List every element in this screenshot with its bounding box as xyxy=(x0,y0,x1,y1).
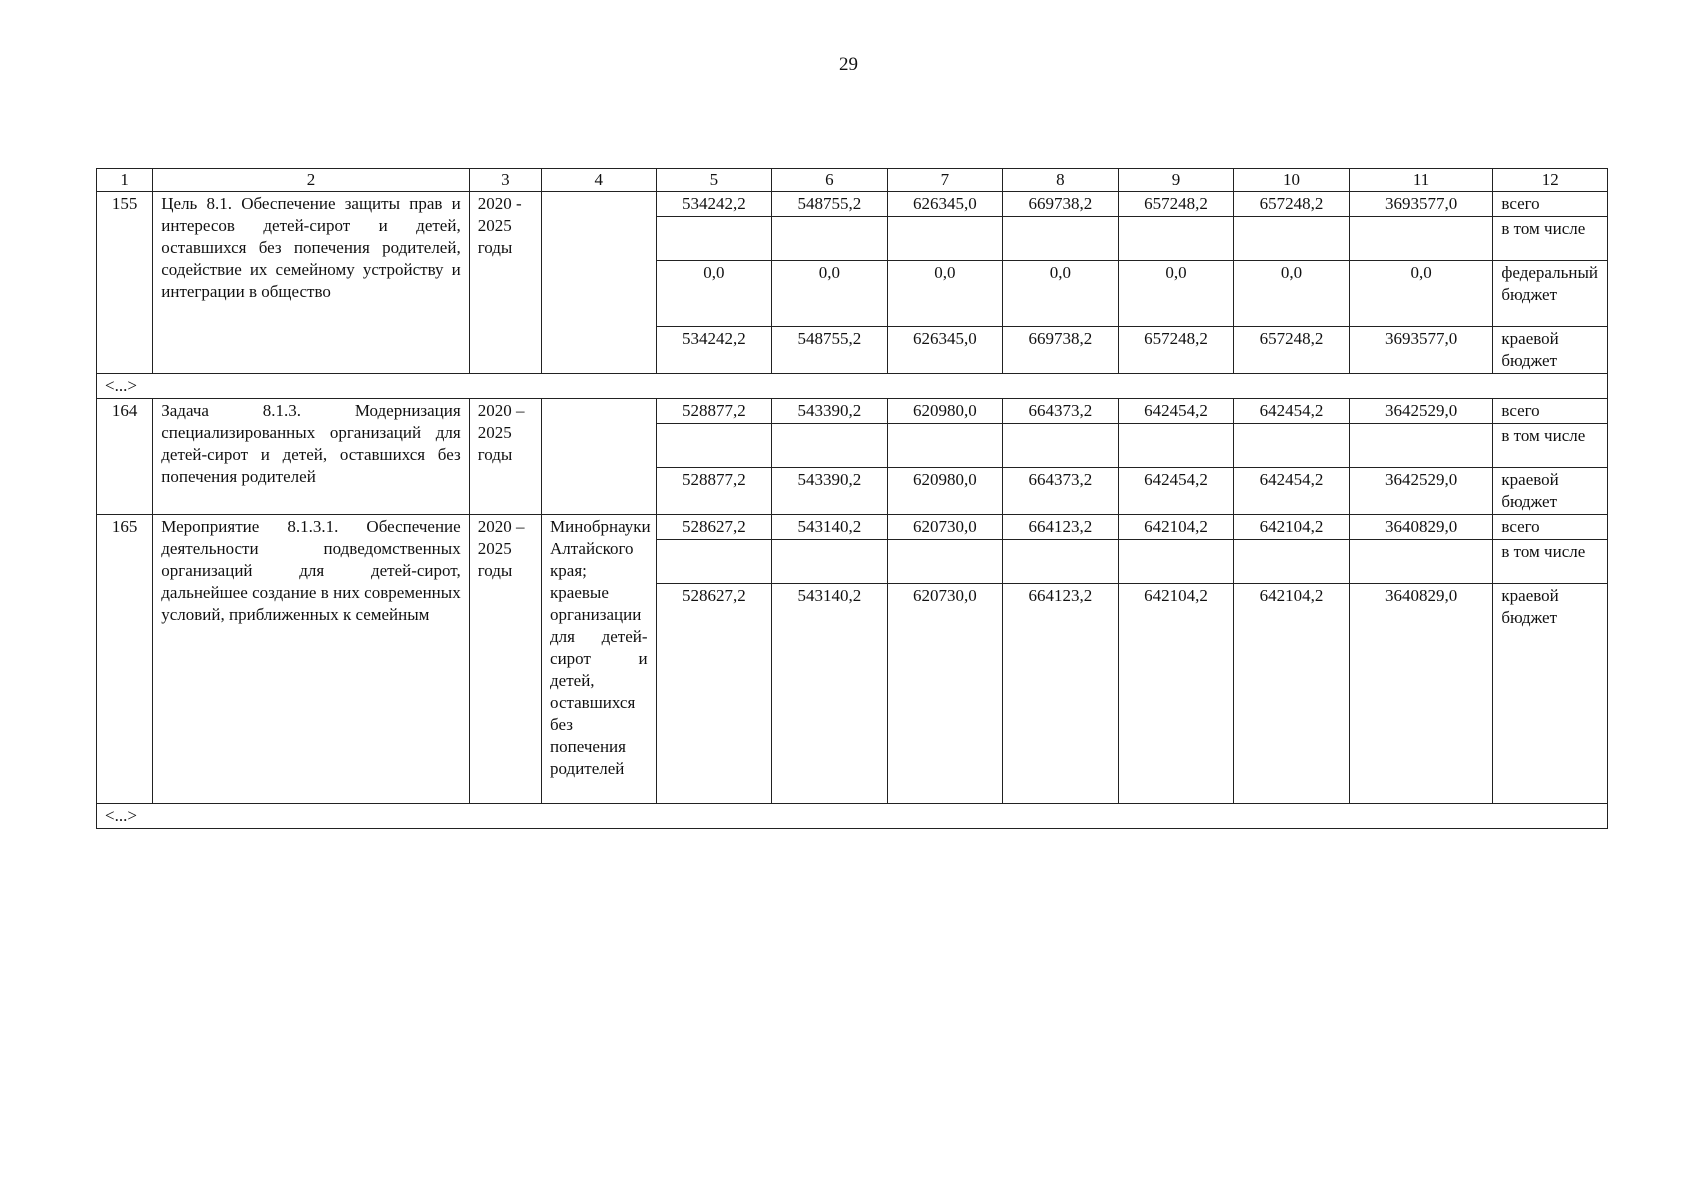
amount-cell: 657248,2 xyxy=(1234,327,1350,374)
amount-cell xyxy=(887,424,1003,468)
amount-cell xyxy=(1118,424,1234,468)
header-row xyxy=(97,169,1608,192)
amount-cell: 3642529,0 xyxy=(1349,399,1493,424)
amount-cell xyxy=(1234,217,1350,261)
amount-cell: 642454,2 xyxy=(1234,399,1350,424)
table-row xyxy=(97,515,1608,540)
column-header: 7 xyxy=(887,169,1003,192)
row-description: Задача 8.1.3. Модернизация специализированных организаций для детей-сирот и детей, оставшихся без попечения родителей xyxy=(153,399,469,515)
funding-source: федеральный бюджет xyxy=(1493,261,1608,327)
amount-cell xyxy=(1349,424,1493,468)
amount-cell: 543140,2 xyxy=(772,515,888,540)
amount-cell: 664123,2 xyxy=(1003,515,1119,540)
funding-source: в том числе xyxy=(1493,424,1608,468)
amount-cell xyxy=(772,540,888,584)
amount-cell xyxy=(772,424,888,468)
column-header: 2 xyxy=(153,169,469,192)
amount-cell: 528877,2 xyxy=(656,468,772,515)
funding-source: краевой бюджет xyxy=(1493,327,1608,374)
amount-cell: 669738,2 xyxy=(1003,327,1119,374)
amount-cell: 620980,0 xyxy=(887,399,1003,424)
column-header: 10 xyxy=(1234,169,1350,192)
amount-cell: 642454,2 xyxy=(1234,468,1350,515)
amount-cell: 664373,2 xyxy=(1003,468,1119,515)
amount-cell: 3693577,0 xyxy=(1349,327,1493,374)
amount-cell: 642104,2 xyxy=(1234,515,1350,540)
amount-cell: 528627,2 xyxy=(656,515,772,540)
amount-cell xyxy=(1234,424,1350,468)
amount-cell xyxy=(887,217,1003,261)
amount-cell: 657248,2 xyxy=(1118,327,1234,374)
row-executor xyxy=(542,399,657,515)
funding-source: всего xyxy=(1493,399,1608,424)
amount-cell: 543390,2 xyxy=(772,468,888,515)
amount-cell xyxy=(1118,540,1234,584)
funding-source: краевой бюджет xyxy=(1493,584,1608,804)
amount-cell: 620980,0 xyxy=(887,468,1003,515)
amount-cell: 642454,2 xyxy=(1118,468,1234,515)
amount-cell: 548755,2 xyxy=(772,327,888,374)
row-number: 165 xyxy=(97,515,153,804)
amount-cell: 528877,2 xyxy=(656,399,772,424)
amount-cell: 3640829,0 xyxy=(1349,584,1493,804)
amount-cell: 642104,2 xyxy=(1118,584,1234,804)
funding-source: всего xyxy=(1493,192,1608,217)
table-row xyxy=(97,192,1608,217)
row-number: 155 xyxy=(97,192,153,374)
column-header: 5 xyxy=(656,169,772,192)
row-description: Цель 8.1. Обеспечение защиты прав и интересов детей-сирот и детей, оставшихся без попечения родителей, содействие их семейному устройству и интеграции в общество xyxy=(153,192,469,374)
amount-cell: 548755,2 xyxy=(772,192,888,217)
amount-cell xyxy=(1234,540,1350,584)
amount-cell: 657248,2 xyxy=(1118,192,1234,217)
column-header: 11 xyxy=(1349,169,1493,192)
amount-cell: 0,0 xyxy=(1003,261,1119,327)
amount-cell: 3640829,0 xyxy=(1349,515,1493,540)
amount-cell xyxy=(656,424,772,468)
amount-cell: 0,0 xyxy=(887,261,1003,327)
amount-cell: 669738,2 xyxy=(1003,192,1119,217)
amount-cell xyxy=(1118,217,1234,261)
ellipsis-marker: <...> xyxy=(97,374,1608,399)
amount-cell: 543140,2 xyxy=(772,584,888,804)
table-row xyxy=(97,399,1608,424)
amount-cell: 626345,0 xyxy=(887,192,1003,217)
amount-cell: 657248,2 xyxy=(1234,192,1350,217)
amount-cell: 3642529,0 xyxy=(1349,468,1493,515)
amount-cell xyxy=(656,217,772,261)
row-number: 164 xyxy=(97,399,153,515)
column-header: 9 xyxy=(1118,169,1234,192)
column-header: 6 xyxy=(772,169,888,192)
budget-table xyxy=(96,168,1608,829)
amount-cell: 0,0 xyxy=(1349,261,1493,327)
amount-cell: 0,0 xyxy=(1118,261,1234,327)
amount-cell: 3693577,0 xyxy=(1349,192,1493,217)
amount-cell: 620730,0 xyxy=(887,584,1003,804)
amount-cell xyxy=(1003,540,1119,584)
row-period: 2020 – 2025 годы xyxy=(469,399,541,515)
amount-cell: 0,0 xyxy=(1234,261,1350,327)
ellipsis-row xyxy=(97,804,1608,829)
funding-source: всего xyxy=(1493,515,1608,540)
amount-cell xyxy=(772,217,888,261)
amount-cell: 664123,2 xyxy=(1003,584,1119,804)
amount-cell xyxy=(887,540,1003,584)
row-description: Мероприятие 8.1.3.1. Обеспечение деятельности подведомственных организаций для детей-сирот, дальнейшее создание в них современных условий, приближенных к семейным xyxy=(153,515,469,804)
amount-cell: 664373,2 xyxy=(1003,399,1119,424)
amount-cell: 620730,0 xyxy=(887,515,1003,540)
column-header: 4 xyxy=(542,169,657,192)
amount-cell: 534242,2 xyxy=(656,327,772,374)
funding-source: в том числе xyxy=(1493,217,1608,261)
column-header: 8 xyxy=(1003,169,1119,192)
amount-cell xyxy=(1003,424,1119,468)
row-executor xyxy=(542,192,657,374)
amount-cell: 534242,2 xyxy=(656,192,772,217)
amount-cell: 626345,0 xyxy=(887,327,1003,374)
amount-cell: 543390,2 xyxy=(772,399,888,424)
amount-cell: 642104,2 xyxy=(1234,584,1350,804)
row-period: 2020 - 2025 годы xyxy=(469,192,541,374)
amount-cell: 642104,2 xyxy=(1118,515,1234,540)
amount-cell: 528627,2 xyxy=(656,584,772,804)
page-number: 29 xyxy=(839,54,858,75)
row-executor: Минобрнауки Алтайского края; краевые организации для детей-сирот и детей, оставшихся без попечения родителей xyxy=(542,515,657,804)
funding-source: краевой бюджет xyxy=(1493,468,1608,515)
funding-source: в том числе xyxy=(1493,540,1608,584)
amount-cell xyxy=(1003,217,1119,261)
column-header: 3 xyxy=(469,169,541,192)
amount-cell xyxy=(1349,217,1493,261)
ellipsis-marker: <...> xyxy=(97,804,1608,829)
ellipsis-row xyxy=(97,374,1608,399)
amount-cell: 0,0 xyxy=(772,261,888,327)
amount-cell xyxy=(656,540,772,584)
amount-cell: 0,0 xyxy=(656,261,772,327)
column-header: 12 xyxy=(1493,169,1608,192)
column-header: 1 xyxy=(97,169,153,192)
amount-cell xyxy=(1349,540,1493,584)
row-period: 2020 – 2025 годы xyxy=(469,515,541,804)
amount-cell: 642454,2 xyxy=(1118,399,1234,424)
